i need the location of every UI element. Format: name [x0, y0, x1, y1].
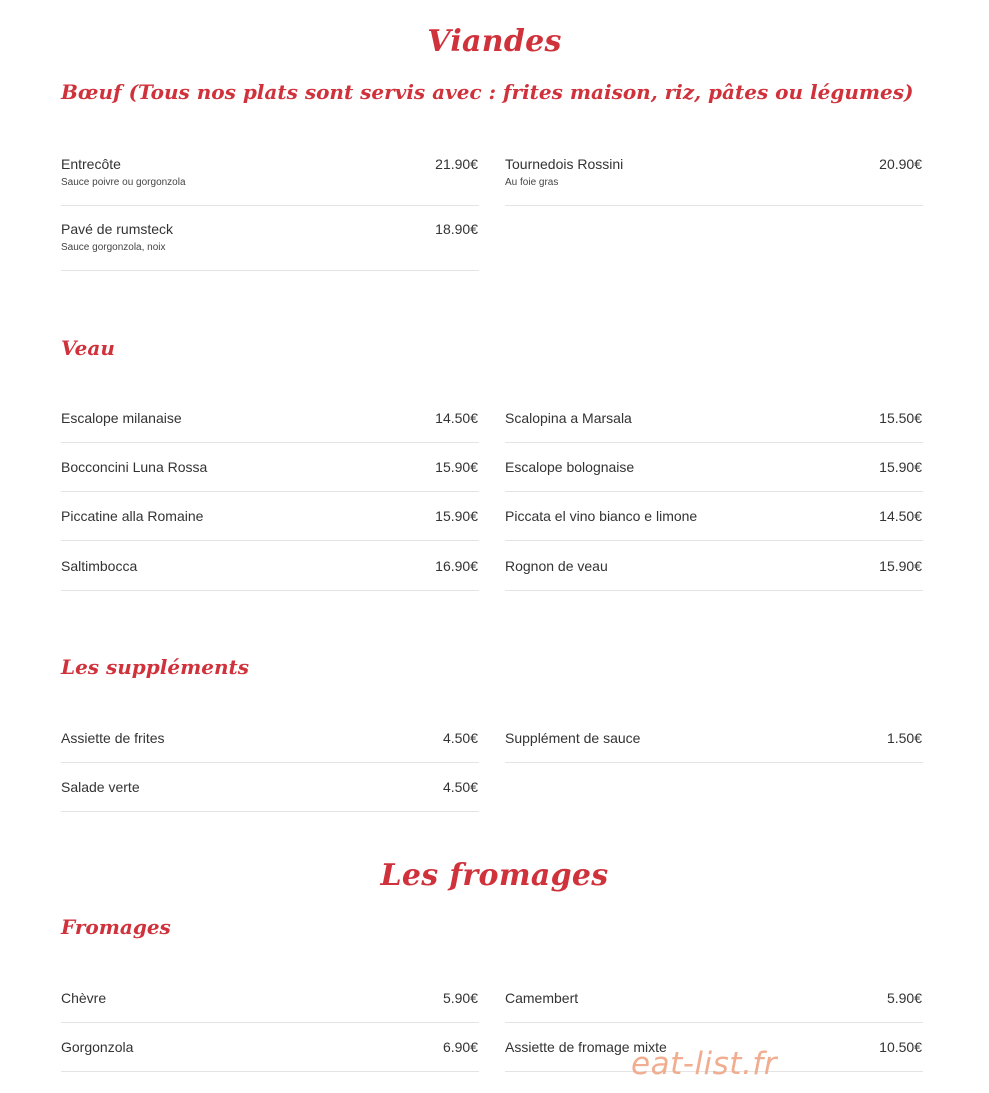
item-price: 14.50€ [435, 410, 478, 426]
menu-item-entrecote [61, 156, 479, 206]
item-name: Rognon de veau [505, 558, 608, 574]
item-name: Salade verte [61, 779, 140, 795]
item-price: 15.90€ [435, 508, 478, 524]
menu-item-camembert [505, 990, 923, 1023]
item-name: Escalope bolognaise [505, 459, 635, 475]
item-price: 20.90€ [879, 156, 922, 172]
category-title-fromages: Fromages [61, 915, 171, 939]
item-name: Pavé de rumsteck [61, 221, 174, 237]
item-price: 14.50€ [879, 508, 922, 524]
item-name: Piccatine alla Romaine [61, 508, 204, 524]
menu-item-piccatine-alla-romaine [61, 508, 479, 541]
menu-item-pave-de-rumsteck [61, 221, 479, 271]
menu-item-supplement-de-sauce [505, 730, 923, 763]
item-description: Sauce gorgonzola, noix [61, 242, 166, 253]
item-name: Gorgonzola [61, 1039, 134, 1055]
item-price: 6.90€ [442, 1039, 478, 1055]
category-title-boeuf: Bœuf (Tous nos plats sont servis avec : frites maison, riz, pâtes ou légumes) [61, 80, 914, 104]
item-name: Supplément de sauce [505, 730, 641, 746]
item-name: Chèvre [61, 990, 107, 1006]
item-name: Assiette de frites [61, 730, 165, 746]
item-name: Escalope milanaise [61, 410, 182, 426]
item-name: Tournedois Rossini [505, 156, 624, 172]
menu-item-rognon-de-veau [505, 558, 923, 591]
item-price: 21.90€ [435, 156, 478, 172]
menu-item-piccata-el-vino-bianco [505, 508, 923, 541]
item-price: 15.90€ [435, 459, 478, 475]
item-name: Saltimbocca [61, 558, 138, 574]
section-title-fromages: Les fromages [380, 858, 609, 893]
item-description: Au foie gras [505, 177, 559, 188]
menu-item-escalope-bolognaise [505, 459, 923, 492]
item-name: Entrecôte [61, 156, 121, 172]
item-price: 15.50€ [879, 410, 922, 426]
item-price: 5.90€ [442, 990, 478, 1006]
menu-item-gorgonzola [61, 1039, 479, 1072]
item-name: Camembert [505, 990, 579, 1006]
item-price: 15.90€ [879, 459, 922, 475]
item-price: 5.90€ [886, 990, 922, 1006]
item-price: 1.50€ [886, 730, 922, 746]
item-price: 10.50€ [879, 1039, 922, 1055]
item-name: Scalopina a Marsala [505, 410, 632, 426]
menu-item-saltimbocca [61, 558, 479, 591]
item-price: 4.50€ [442, 730, 478, 746]
menu-item-bocconcini-luna-rossa [61, 459, 479, 492]
item-name: Piccata el vino bianco e limone [505, 508, 698, 524]
item-description: Sauce poivre ou gorgonzola [61, 177, 186, 188]
item-price: 18.90€ [435, 221, 478, 237]
item-price: 16.90€ [435, 558, 478, 574]
section-title-viandes: Viandes [427, 24, 562, 59]
menu-item-salade-verte [61, 779, 479, 812]
item-price: 15.90€ [879, 558, 922, 574]
category-title-veau: Veau [61, 336, 115, 360]
item-name: Assiette de fromage mixte [505, 1039, 667, 1055]
menu-item-assiette-de-frites [61, 730, 479, 763]
watermark: eat-list.fr [631, 1046, 777, 1082]
menu-item-chevre [61, 990, 479, 1023]
menu-item-tournedois-rossini [505, 156, 923, 206]
menu-item-escalope-milanaise [61, 410, 479, 443]
category-title-supplements: Les suppléments [61, 655, 250, 679]
menu-item-scalopina-a-marsala [505, 410, 923, 443]
item-price: 4.50€ [442, 779, 478, 795]
item-name: Bocconcini Luna Rossa [61, 459, 208, 475]
